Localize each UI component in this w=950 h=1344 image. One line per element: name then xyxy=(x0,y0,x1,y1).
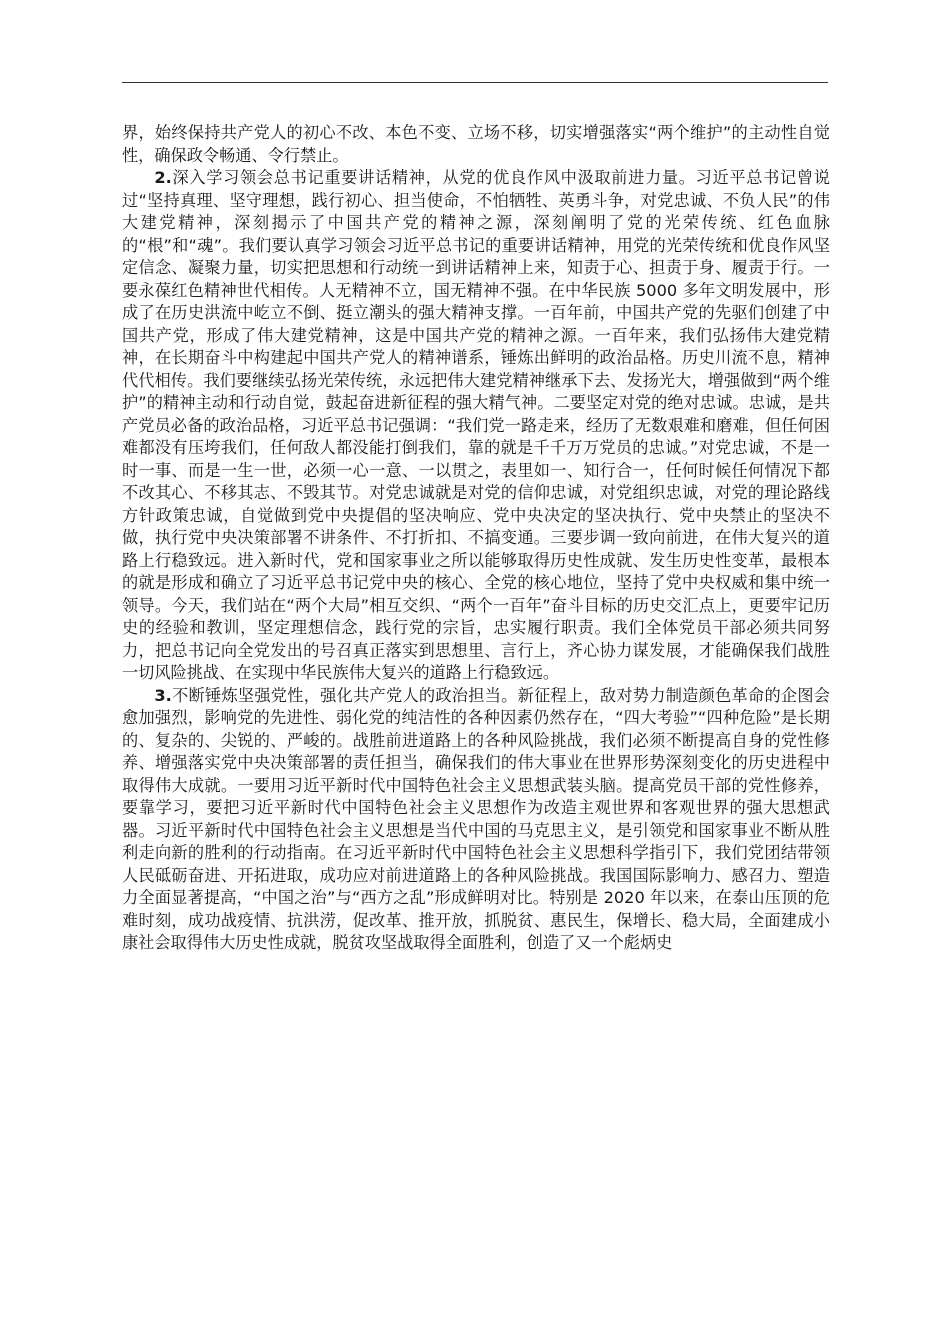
document-body xyxy=(122,122,830,955)
paragraph-continued xyxy=(122,122,830,167)
paragraph-3 xyxy=(122,685,830,955)
paragraph-text: 深入学习领会总书记重要讲话精神，从党的优良作风中汲取前进力量。习近平总书记曾说过“坚持真理、坚守理想，践行初心、担当使命，不怕牺牲、英勇斗争，对党忠诚、不负人民”的伟大建党精神，深刻揭示了中国共产党的精神之源，深刻阐明了党的光荣传统、红色血脉的“根”和“魂”。我们要认真学习领会习近平总书记的重要讲话精神，用党的光荣传统和优良作风坚定信念、凝聚力量，切实把思想和行动统一到讲话精神上来，知责于心、担责于身、履责于行。一要永葆红色精神世代相传。人无精神不立，国无精神不强。在中华民族 5000 多年文明发展中，形成了在历史洪流中屹立不倒、挺立潮头的强大精神支撑。一百年前，中国共产党的先驱们创建了中国共产党，形成了伟大建党精神，这是中国共产党的精神之源。一百年来，我们弘扬伟大建党精神，在长期奋斗中构建起中国共产党人的精神谱系，锤炼出鲜明的政治品格。历史川流不息，精神代代相传。我们要继续弘扬光荣传统，永远把伟大建党精神继承下去、发扬光大，增强做到“两个维护”的精神主动和行动自觉，鼓起奋进新征程的强大精气神。二要坚定对党的绝对忠诚。忠诚，是共产党员必备的政治品格，习近平总书记强调：“我们党一路走来，经历了无数艰难和磨难，但任何困难都没有压垮我们，任何敌人都没能打倒我们，靠的就是千千万万党员的忠诚。”对党忠诚，不是一时一事、而是一生一世，必须一心一意、一以贯之，表里如一、知行合一，任何时候任何情况下都不改其心、不移其志、不毁其节。对党忠诚就是对党的信仰忠诚，对党组织忠诚，对党的理论路线方针政策忠诚，自觉做到党中央提倡的坚决响应、党中央决定的坚决执行、党中央禁止的坚决不做，执行党中央决策部署不讲条件、不打折扣、不搞变通。三要步调一致向前进，在伟大复兴的道路上行稳致远。进入新时代，党和国家事业之所以能够取得历史性成就、发生历史性变革，最根本的就是形成和确立了习近平总书记党中央的核心、全党的核心地位，坚持了党中央权威和集中统一领导。今天，我们站在“两个大局”相互交织、“两个一百年”奋斗目标的历史交汇点上，更要牢记历史的经验和教训，坚定理想信念，践行党的宗旨，忠实履行职责。我们全体党员干部必须共同努力，把总书记向全党发出的号召真正落实到思想里、言行上，齐心协力谋发展，才能确保我们战胜一切风险挑战、在实现中华民族伟大复兴的道路上行稳致远。 xyxy=(122,168,830,682)
paragraph-text: 不断锤炼坚强党性，强化共产党人的政治担当。新征程上，敌对势力制造颜色革命的企图会愈加强烈，影响党的先进性、弱化党的纯洁性的各种因素仍然存在，“四大考验”“四种危险”是长期的、复杂的、尖锐的、严峻的。战胜前进道路上的各种风险挑战，我们必须不断提高自身的党性修养、增强落实党中央决策部署的责任担当，确保我们的伟大事业在世界形势深刻变化的历史进程中取得伟大成就。一要用习近平新时代中国特色社会主义思想武装头脑。提高党员干部的党性修养，要靠学习，要把习近平新时代中国特色社会主义思想作为改造主观世界和客观世界的强大思想武器。习近平新时代中国特色社会主义思想是当代中国的马克思主义，是引领党和国家事业不断从胜利走向新的胜利的行动指南。在习近平新时代中国特色社会主义思想科学指引下，我们党团结带领人民砥砺奋进、开拓进取，成功应对前进道路上的各种风险挑战。我国国际影响力、感召力、塑造力全面显著提高，“中国之治”与“西方之乱”形成鲜明对比。特别是 2020 年以来，在泰山压顶的危难时刻，成功战疫情、抗洪涝，促改革、推开放，抓脱贫、惠民生，保增长、稳大局，全面建成小康社会取得伟大历史性成就，脱贫攻坚战取得全面胜利，创造了又一个彪炳史 xyxy=(122,685,830,952)
paragraph-2 xyxy=(122,167,830,685)
paragraph-text: 界，始终保持共产党人的初心不改、本色不变、立场不移，切实增强落实“两个维护”的主动性自觉性，确保政令畅通、令行禁止。 xyxy=(122,123,830,165)
paragraph-number: 3. xyxy=(154,685,172,705)
header-rule xyxy=(122,82,828,83)
paragraph-number: 2. xyxy=(154,168,172,187)
